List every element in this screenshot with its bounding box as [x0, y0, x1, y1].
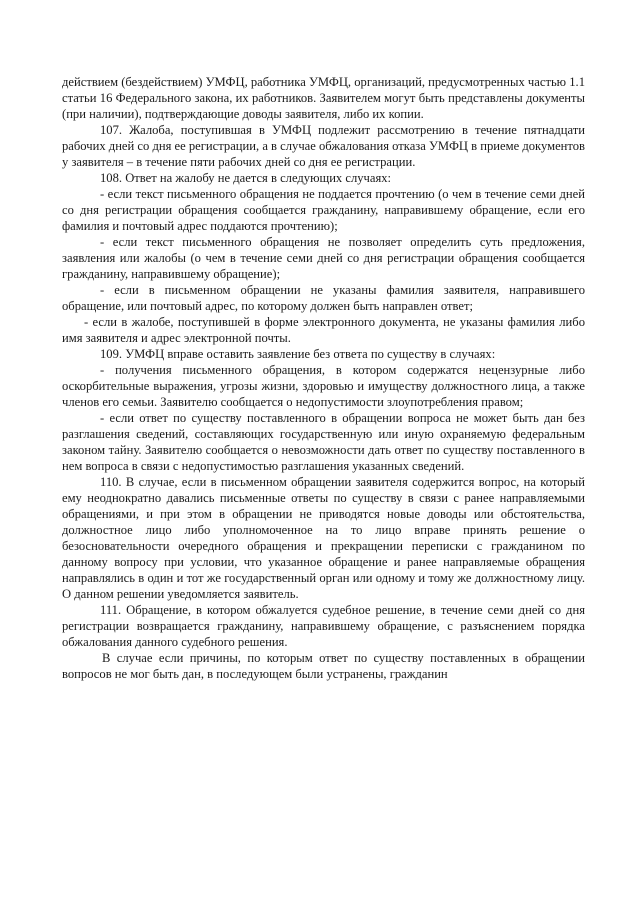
paragraph-107: 107. Жалоба, поступившая в УМФЦ подлежит рассмотрению в течение пятнадцати рабочих дней со дня ее регистрации, а в случае обжалования отказа УМФЦ в приеме документов у заявителя – в течение пяти рабочих дней со дня ее регистрации. [62, 123, 585, 169]
paragraph-108-item-2: - если текст письменного обращения не позволяет определить суть предложения, заявления или жалобы (о чем в течение семи дней со дня регистрации обращения сообщается гражданину, направившему обращение); [62, 235, 585, 281]
paragraph-111: 111. Обращение, в котором обжалуется судебное решение, в течение семи дней со дня регистрации возвращается гражданину, направившему обращение, с разъяснением порядка обжалования данного судебного решения. [62, 603, 585, 649]
paragraph-109: 109. УМФЦ вправе оставить заявление без ответа по существу в случаях: [100, 347, 496, 361]
paragraph-109-item-2: - если ответ по существу поставленного в обращении вопроса не может быть дан без разглашения сведений, составляющих государственную или иную охраняемую федеральным законом тайну. Заявителю сообщается о невозможности дать ответ по существу поставленного в нем вопроса в связи с недопустимостью разглашения указанных сведений. [62, 411, 585, 473]
paragraph-108: 108. Ответ на жалобу не дается в следующих случаях: [100, 171, 392, 185]
paragraph-108-item-1: - если текст письменного обращения не поддается прочтению (о чем в течение семи дней со дня регистрации обращения сообщается гражданину, направившему обращение, если его фамилия и почтовый адрес поддаются прочтению); [62, 187, 585, 233]
document-page [62, 74, 585, 682]
paragraph-109-item-1: - получения письменного обращения, в котором содержатся нецензурные либо оскорбительные выражения, угрозы жизни, здоровью и имуществу должностного лица, а также членов его семьи. Заявителю сообщается о недопустимости злоупотребления правом; [62, 363, 585, 409]
paragraph-110: 110. В случае, если в письменном обращении заявителя содержится вопрос, на который ему неоднократно давались письменные ответы по существу в связи с ранее направляемыми обращениями, и при этом в обращении не приводятся новые доводы или обстоятельства, должностное лицо либо уполномоченное на то лицо вправе принять решение о безосновательности очередного обращения и прекращении переписки с гражданином по данному вопросу при условии, что указанное обращение и ранее направляемые обращения направлялись в один и тот же государственный орган или одному и тому же должностному лицу. О данном решении уведомляется заявитель. [62, 475, 585, 601]
paragraph-108-item-3: - если в письменном обращении не указаны фамилия заявителя, направившего обращение, или почтовый адрес, по которому должен быть направлен ответ; [62, 283, 585, 313]
paragraph-continuation: действием (бездействием) УМФЦ, работника УМФЦ, организаций, предусмотренных частью 1.1 статьи 16 Федерального закона, их работников. Заявителем могут быть представлены документы (при наличии), подтверждающие доводы заявителя, либо их копии. [62, 75, 585, 121]
paragraph-111-continuation: В случае если причины, по которым ответ по существу поставленных в обращении вопросов не мог быть дан, в последующем были устранены, гражданин [62, 651, 585, 681]
paragraph-108-item-4: - если в жалобе, поступившей в форме электронного документа, не указаны фамилия либо имя заявителя и адрес электронной почты. [62, 315, 585, 345]
